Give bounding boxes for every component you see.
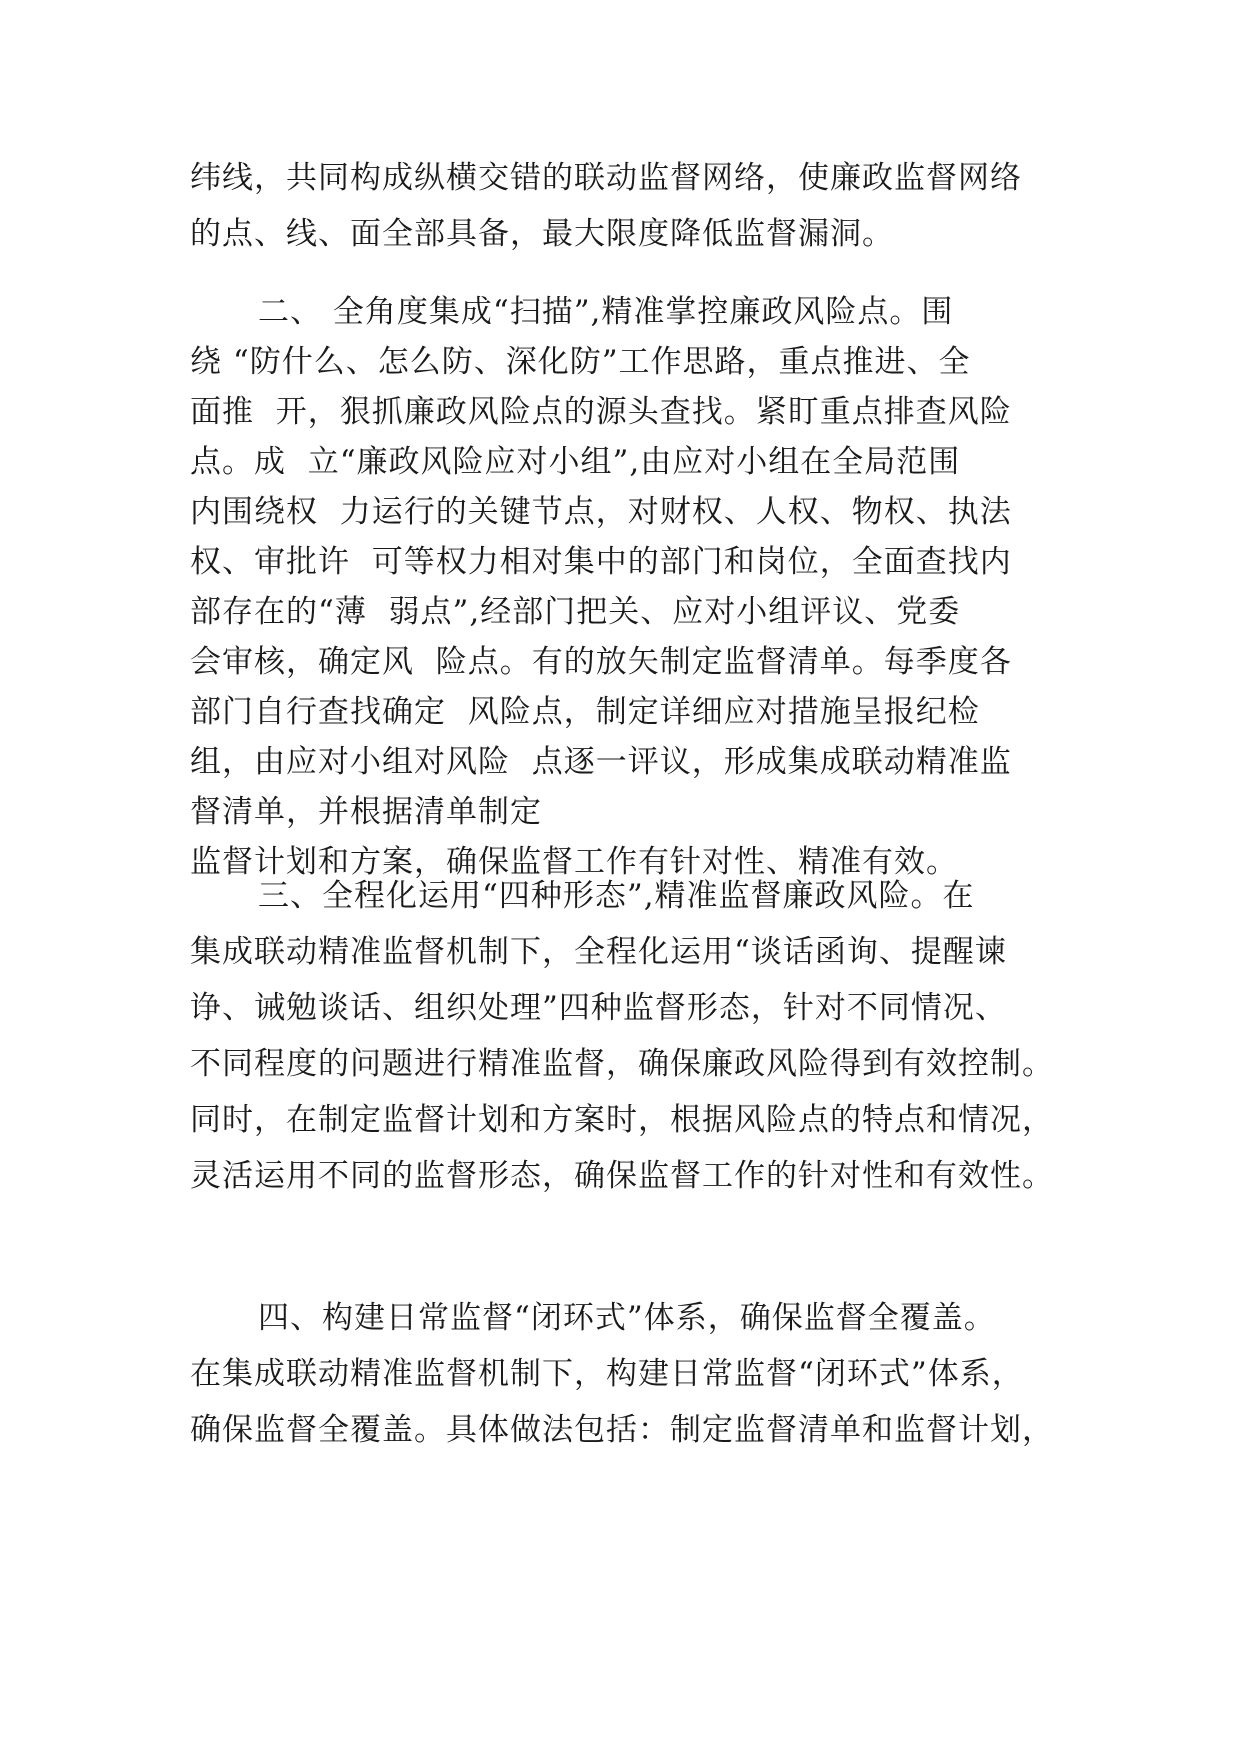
paragraph-line: 诤、诫勉谈话、组织处理”四种监督形态，针对不同情况、 — [190, 990, 1007, 1026]
paragraph-line: 面推 开，狠抓廉政风险点的源头查找。紧盯重点排查风险 — [190, 394, 1012, 430]
paragraph-line: 内围绕权 力运行的关键节点，对财权、人权、物权、执法 — [190, 494, 1012, 530]
paragraph-2 — [190, 287, 1090, 887]
paragraph-line: 不同程度的问题进行精准监督，确保廉政风险得到有效控制。 — [190, 1046, 1054, 1082]
paragraph-line: 的点、线、面全部具备，最大限度降低监督漏洞。 — [190, 216, 894, 252]
paragraph-1 — [190, 150, 1090, 262]
paragraph-3 — [190, 868, 1090, 1204]
paragraph-line: 监督计划和方案，确保监督工作有针对性、精准有效。 — [190, 844, 958, 880]
paragraph-line: 集成联动精准监督机制下，全程化运用“谈话函询、提醒谏 — [190, 934, 1007, 970]
paragraph-line: 在集成联动精准监督机制下，构建日常监督“闭环式”体系， — [190, 1356, 1024, 1392]
paragraph-line: 督清单，并根据清单制定 — [190, 794, 542, 830]
paragraph-line: 组，由应对小组对风险 点逐一评议，形成集成联动精准监 — [190, 744, 1012, 780]
paragraph-line: 确保监督全覆盖。具体做法包括：制定监督清单和监督计划， — [190, 1412, 1054, 1448]
paragraph-line: 二、 全角度集成“扫描”,精准掌控廉政风险点。围 — [258, 294, 954, 330]
paragraph-line: 纬线，共同构成纵横交错的联动监督网络，使廉政监督网络 — [190, 160, 1022, 196]
paragraph-4 — [190, 1290, 1090, 1458]
paragraph-line: 会审核，确定风 险点。有的放矢制定监督清单。每季度各 — [190, 644, 1012, 680]
paragraph-line: 部门自行查找确定 风险点，制定详细应对措施呈报纪检 — [190, 694, 980, 730]
paragraph-line: 四、构建日常监督“闭环式”体系，确保监督全覆盖。 — [258, 1300, 996, 1336]
paragraph-line: 点。成 立“廉政风险应对小组”,由应对小组在全局范围 — [190, 444, 961, 480]
paragraph-line: 部存在的“薄 弱点”,经部门把关、应对小组评议、党委 — [190, 594, 961, 630]
paragraph-line: 三、全程化运用“四种形态”,精准监督廉政风险。在 — [258, 878, 975, 914]
paragraph-line: 同时，在制定监督计划和方案时，根据风险点的特点和情况， — [190, 1102, 1054, 1138]
paragraph-line: 权、审批许 可等权力相对集中的部门和岗位，全面查找内 — [190, 544, 1012, 580]
paragraph-line: 灵活运用不同的监督形态，确保监督工作的针对性和有效性。 — [190, 1158, 1054, 1194]
paragraph-line: 绕 “防什么、怎么防、深化防”工作思路，重点推进、全 — [190, 344, 971, 380]
